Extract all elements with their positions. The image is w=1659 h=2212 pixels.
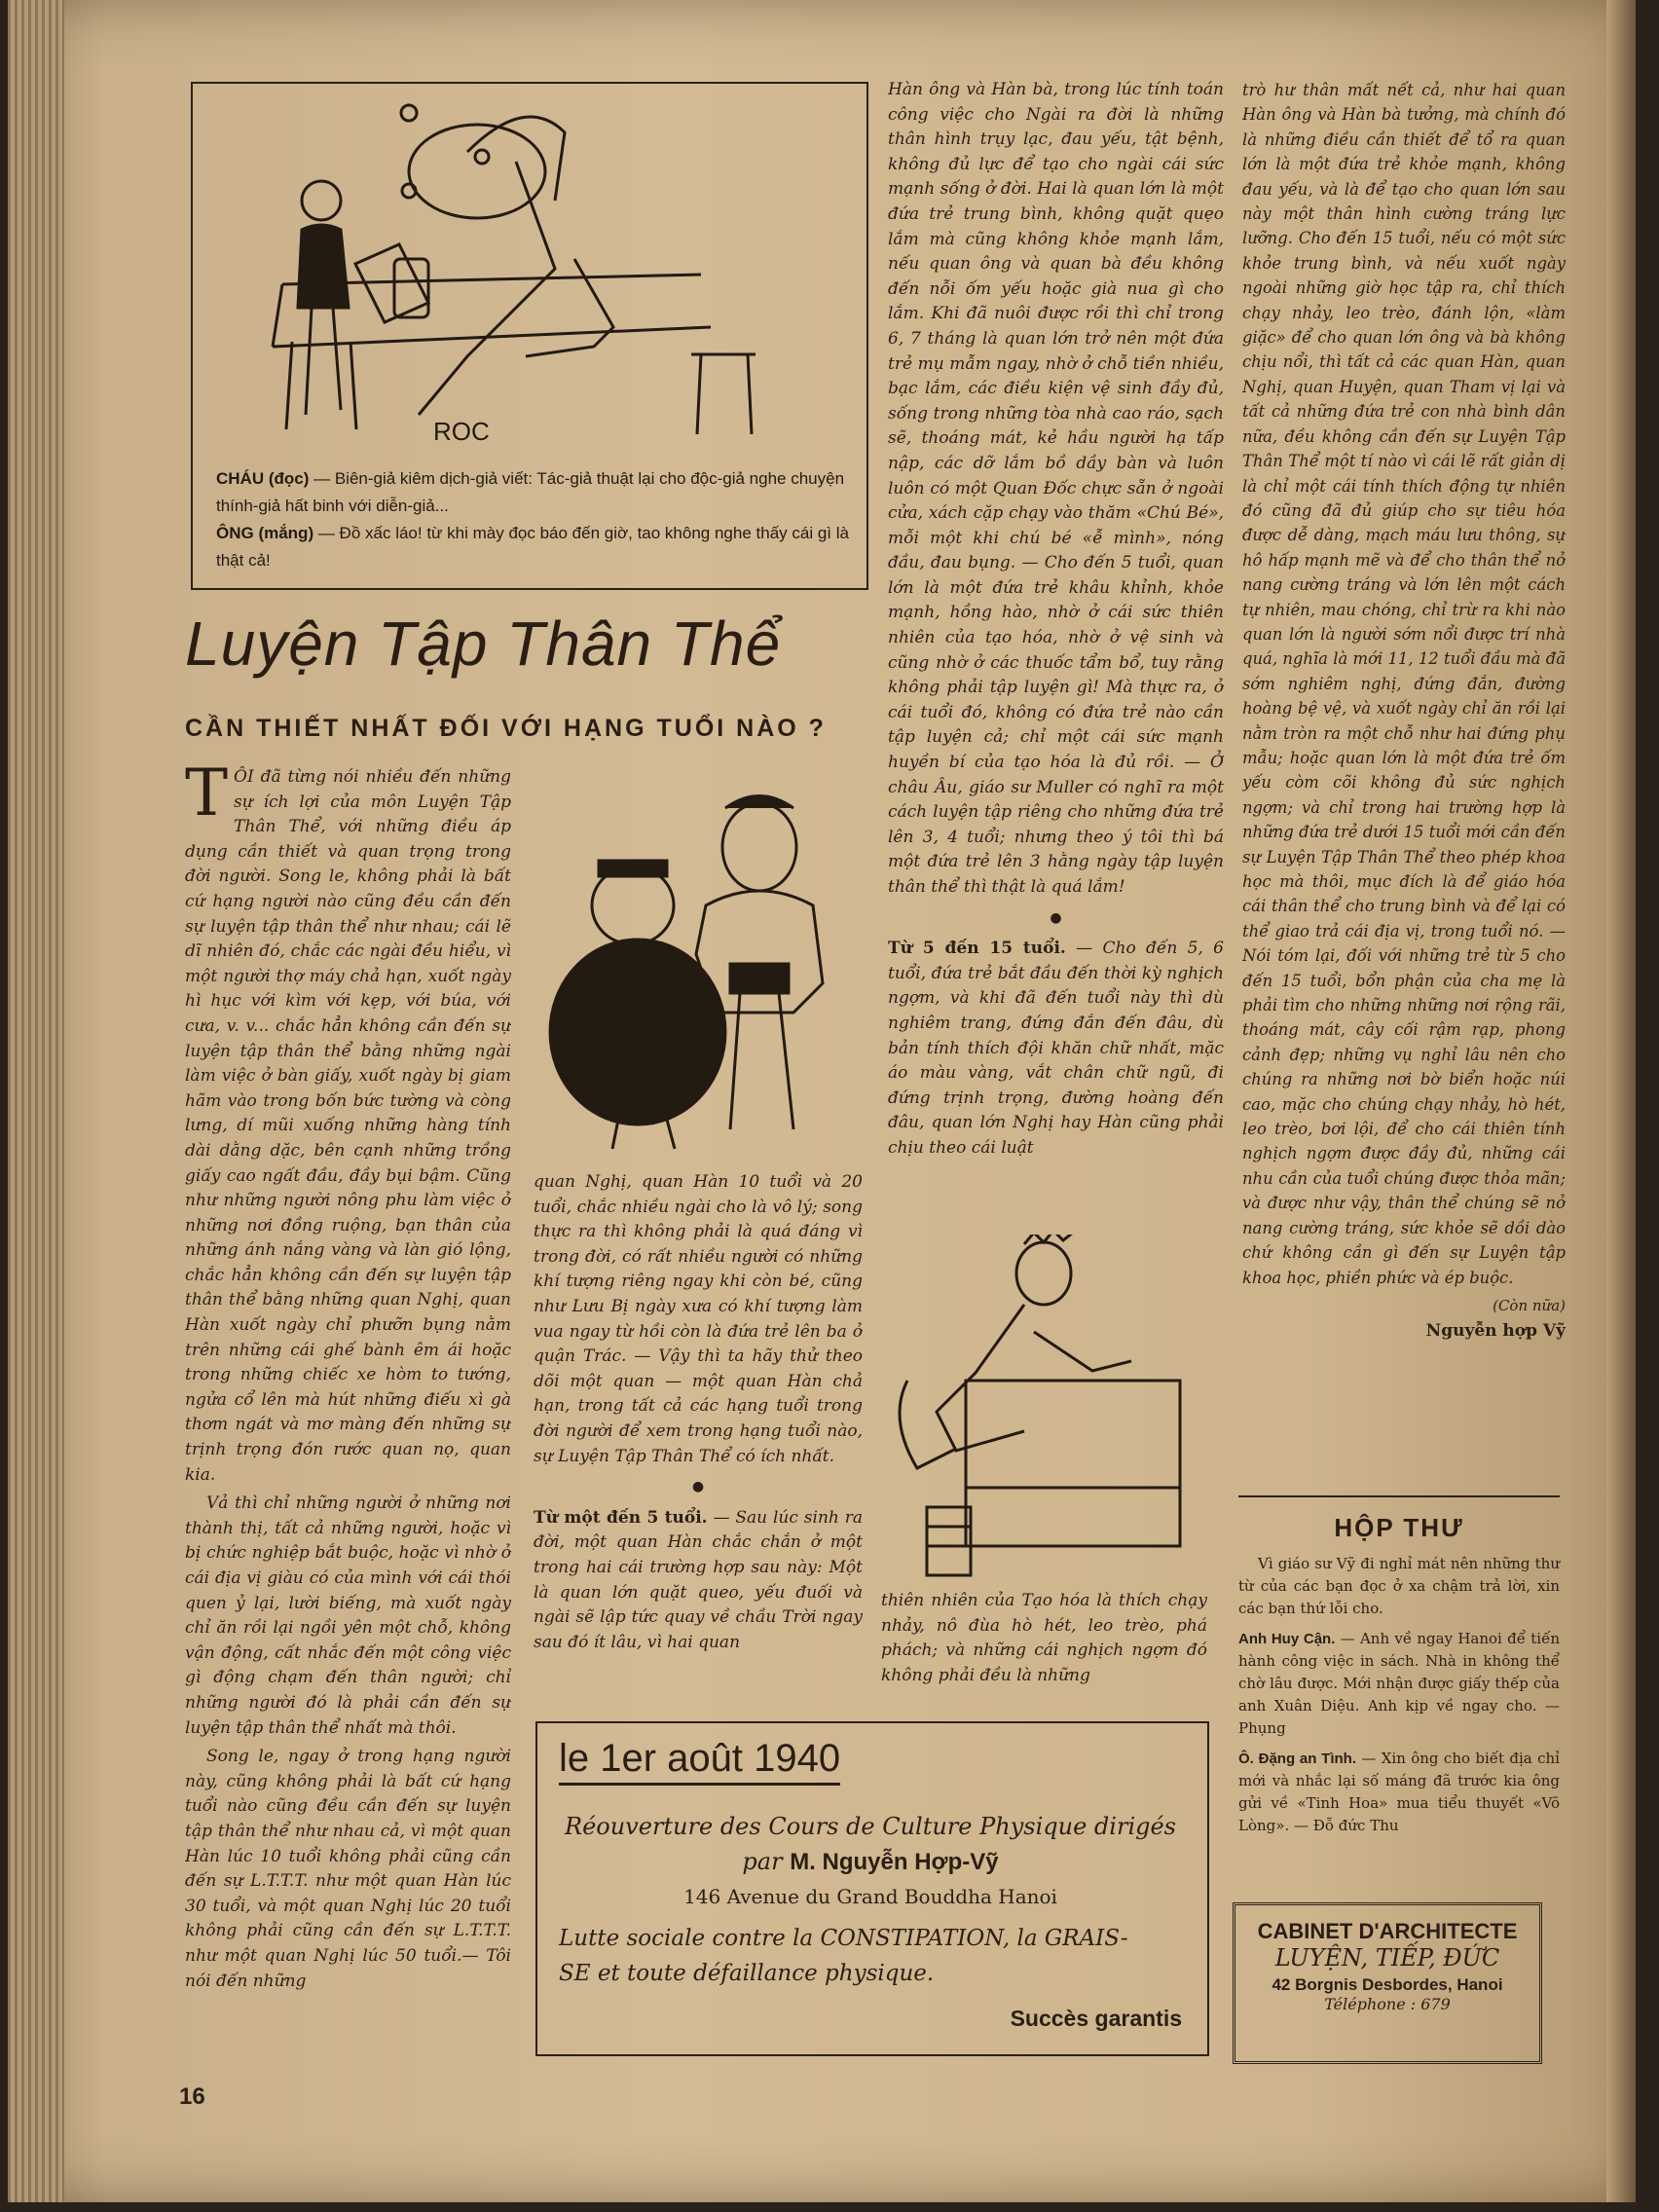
section-heading-1-5: Từ một đến 5 tuổi.: [534, 1507, 708, 1528]
section-divider: [1238, 1495, 1560, 1497]
ad-guarantee: Succès garantis: [1010, 2006, 1182, 2031]
caption-text-1: — Biên-giả kiêm dịch-giả viết: Tác-giả thuật lại cho độc-giả nghe chuyện thính-giả hất binh với diễn-giả...: [216, 469, 845, 515]
section-heading-5-15: Từ 5 đến 15 tuổi.: [888, 939, 1066, 959]
architect-telephone: Téléphone : 679: [1324, 1995, 1451, 2013]
architect-line-1: CABINET D'ARCHITECTE: [1257, 1919, 1518, 1943]
ad-line-2: [559, 1848, 1182, 1876]
caption-text-2: — Đồ xấc láo! từ khi mày đọc báo đến giờ, tao không nghe thấy cái gì là thật cả!: [216, 524, 849, 570]
ad-line-2-prefix: par: [742, 1848, 783, 1875]
advertisement-box: [535, 1721, 1209, 2056]
col1-paragraph-2: Vả thì chỉ những người ở những nơi thành thị, tất cả những người, hoặc vì bị chức nghiệp bắt buộc, hoặc vì nhờ ở cái địa vị giàu có của mình với cái thói quen ỷ lại, lười biếng, mà xuốt ngày chỉ ăn rồi lại ngồi yên một chỗ, không vận động, cất nhắc đến một công việc gì động chạm đến thân người; chỉ những người đó là phải cần đến sự luyện tập thân thể nhất mà thôi.: [185, 1493, 511, 1738]
section-bullet: ●: [691, 1479, 705, 1495]
architect-address: 42 Borgnis Desbordes, Hanoi: [1272, 1975, 1503, 1994]
mailbox-heading: HỘP THƯ: [1334, 1513, 1464, 1542]
col4-paragraph-1: trò hư thân mất nết cả, như hai quan Hàn ông và Hàn bà tưởng, mà chính đó là những điều cần thiết để tổ ra quan lớn là một đứa trẻ khỏe mạnh, không đau yếu, và là để tạo cho quan lớn sau này một thân hình cường tráng lực lưỡng. Cho đến 15 tuổi, nếu có một sức khỏe trung bình, và nếu xuốt ngày ngoài những giờ học tập ra, chỉ thích chạy nhảy, leo trèo, đánh lộn, «làm giặc» để cho quan lớn ông và bà không chịu nổi, thì tất cả các quan Hàn, quan Nghị, quan Huyện, quan Tham vị lại và tất cả những đứa trẻ con nhà bình dân nữa, đều không cần đến sự Luyện Tập Thân Thể một tí nào vì cái lẽ rất giản dị là chỉ một cái tính thích động tự nhiên đó cũng đã đủ giúp cho sự tiêu hóa được dễ dàng, mạch máu lưu thông, sự hô hấp mạnh mẽ và để cho thân thể nở nang cường tráng và lớn lên một cách tự nhiên, mau chóng, chỉ trừ ra khi nào quan lớn là người sớm nổi được trí nhà quá, nghĩa là mới 11, 12 tuổi đầu mà đã sớm nghiêm nghị, đứng đắn, đường hoàng bệ vệ, và xuốt ngày chỉ ăn rồi lại nằm tròn ra một chỗ như hai đứng phụ mẫu; hoặc quan lớn là một đứa trẻ ốm yếu còm cõi không đủ sức nghịch ngợm; và chỉ trong hai trường hợp là những đứa trẻ dưới 15 tuổi mới cần đến sự Luyện Tập Thân Thể theo phép khoa học mà thôi, mục đích là để giáo hóa cái thân thể cho trung bình và để lại có thể giao trả cái địa vị, trong tuổi nó. — Nói tóm lại, đối với những trẻ từ 5 cho đến 15 tuổi, bổn phận của cha mẹ là phải tìm cho những những nơi rộng rãi, thoáng mát, cây cối rậm rạp, phong cảnh đẹp; những vụ nghỉ lâu nên cho chúng ra những nơi bờ biển hoặc núi cao, mặc cho chúng chạy nhảy, hò hét, leo trèo, bơi lội, để cho cái thiên tính nghịch ngợm được đầy đủ, những cái nhu cần của tuổi chúng được thỏa mãn; và được như vậy, thân thể chúng sẽ nở nang cường tráng, sức khỏe sẽ dồi dào chứ không cần gì đến sự Luyện tập khoa học, phiền phức và ép buộc.: [1242, 81, 1566, 1287]
mailbox-recipient-2: Ô. Đặng an Tình.: [1238, 1751, 1356, 1767]
mailbox-item-1: [1238, 1628, 1560, 1740]
architect-line-2: LUYỆN, TIẾP, ĐỨC: [1274, 1944, 1500, 1972]
cartoon-illustration: [263, 93, 789, 463]
mailbox-section: [1238, 1513, 1560, 1837]
article-column-3-bottom: [881, 1589, 1207, 1696]
caption-line-1: [216, 465, 855, 520]
illustration-two-officials: [540, 779, 871, 1168]
to-be-continued: (Còn nữa): [1493, 1296, 1566, 1314]
ad-date: le 1er août 1940: [559, 1737, 840, 1786]
book-spine: [1606, 0, 1636, 2202]
page-number: 16: [179, 2083, 205, 2110]
col1-paragraph-1: ÔI đã từng nói nhiều đến những sự ích lợi của môn Luyện Tập Thân Thể, với những điều áp dụng cần thiết và quan trọng trong đời người. Song le, không phải là bất cứ hạng người nào cũng đều cần đến sự luyện tập thân thể như nhau; cái lẽ dĩ nhiên đó, chắc các ngài đều hiểu, vì một người thợ máy chả hạn, xuốt ngày hì hục với kìm với kẹp, với búa, với cưa, v. v... chắc hẳn không cần đến sự luyện tập thân thể bằng những ngài làm việc ở bàn giấy, xuốt ngày bị giam hãm vào trong bốn bức tường và còng lưng, dí mũi xuống những hàng tính dài dằng dặc, bên cạnh những trồng giấy cao ngất đầu, đầy bụi bậm. Cũng như những người nông phu làm việc ở những nơi đồng ruộng, bạn thân của những ánh nắng vàng và làn gió lộng, chắc hẳn không cần đến sự luyện tập thân thể bằng những quan Nghị, quan Hàn xuốt ngày chỉ phưỡn bụng nằm trên những cái ghế bành êm ái hoặc trong những chiếc xe hòm to tướng, ngửa cổ lên mà hút những điếu xì gà thơm ngát và mơ màng đến những sự trịnh trọng đón rước quan nọ, quan kia.: [185, 767, 511, 1485]
architect-advertisement: [1233, 1902, 1542, 2064]
author-signature: Nguyễn hợp Vỹ: [1425, 1320, 1566, 1341]
col3-paragraph-2: — Cho đến 5, 6 tuổi, đứa trẻ bắt đầu đến thời kỳ nghịch ngợm, và khi đã đến tuổi này thì dù nghiêm trang, đứng đắn đến đâu, dù bản tính thích đội khăn chữ nhất, mặc áo màu vàng, vắt chân chữ ngũ, đi đứng trịnh trọng, đường hoàng đến đâu, quan lớn Nghị hay Hàn cũng phải chịu theo cái luật: [888, 939, 1224, 1158]
article-subtitle: CẦN THIẾT NHẤT ĐỐI VỚI HẠNG TUỔI NÀO ?: [185, 715, 827, 742]
col3-paragraph-3: thiên nhiên của Tạo hóa là thích chạy nhảy, nô đùa hò hét, leo trèo, phá phách; và những cái nghịch ngợm đó không phải đều là những: [881, 1591, 1207, 1685]
col2-paragraph-2: — Sau lúc sinh ra đời, một quan Hàn chắc chắn ở một trong hai cái trường hợp sau này: Một là quan lớn quặt queo, yếu đuối và ngài sẽ lập tức quay về chầu Trời ngay sau đó ít lâu, vì hai quan: [534, 1507, 863, 1652]
ad-line-1: Réouverture des Cours de Culture Physique dirigés: [565, 1813, 1176, 1840]
ad-line-5: SE et toute défaillance physique.: [559, 1961, 935, 1986]
mailbox-message-1: — Anh về ngay Hanoi để tiến hành công việc in sách. Nhà in không thể chờ lâu được. Mới nhận được giấy thếp của anh Xuân Diệu. Anh kịp về ngay cho. — Phụng: [1238, 1630, 1560, 1737]
mailbox-item-2: [1238, 1748, 1560, 1837]
col2-paragraph-1: quan Nghị, quan Hàn 10 tuổi và 20 tuổi, chắc nhiều ngài cho là vô lý; song thực ra thì không phải là quá đáng vì trong đời, có rất nhiều người có những khí tượng riêng ngay khi còn bé, cũng như Lưu Bị ngày xưa có khí tượng làm vua ngay từ hồi còn là đứa trẻ lên ba ở quận Trác. — Vậy thì ta hãy thử theo dõi một quan — một quan Hàn chả hạn, trong tất cả các hạng tuổi trong đời người để xem trong hạng tuổi nào, sự Luyện Tập Thân Thể có ích nhất.: [534, 1172, 863, 1466]
col3-paragraph-1: Hàn ông và Hàn bà, trong lúc tính toán công việc cho Ngài ra đời là những thân hình trụy lạc, đau yếu, tật bệnh, không đủ lực để tạo cho ngài cái sức mạnh sống ở đời. Hai là quan lớn là một đứa trẻ trung bình, không quặt quẹo lắm mà cũng không khỏe mạnh lắm, nếu quan ông và quan bà đều không đến nỗi ốm yếu hoặc già nua gì cho lắm. Khi đã nuôi được rồi thì chỉ trong 6, 7 tháng là quan lớn trở nên một đứa trẻ mụ mẫm ngay, nhờ ở chỗ tiền nhiều, bạc lắm, các điều kiện vệ sinh đầy đủ, sống trong những tòa nhà cao ráo, sạch sẽ, thoáng mát, kẻ hầu người hạ tấp nập, các dỡ lắm bồ dầy bàn và luôn luôn có một Quan Đốc chực sẵn ở ngoài cửa, xách cặp chạy vào thăm «Chú Bé», mỗi một khi chú bé «ễ mình», nóng đầu, đau bụng. — Cho đến 5 tuổi, quan lớn là một đứa trẻ khâu khỉnh, khỏe mạnh, hồng hào, nhờ ở cái sức thiên nhiên của tạo hóa, nhờ ở vệ sinh và cũng nhờ ở các thuốc tẩm bổ, tuy rằng không phải tập luyện gì! Mà thực ra, ở cái tuổi đó, không có đứa trẻ nào cần tập luyện cả; chỉ một cái sức mạnh huyền bí của tạo hóa là đủ rồi. — Ở châu Âu, giáo sư Muller có nghĩ ra một cách luyện tập riêng cho những đứa trẻ lên 3, 4 tuổi; nhưng theo ý tôi thì bá một đứa trẻ lên 3 hằng ngày tập luyện thân thể thì thật là quá lắm!: [888, 80, 1224, 897]
col1-paragraph-3: Song le, ngay ở trong hạng người này, cũng không phải là bất cứ hạng tuổi nào cũng đều cần đến sự luyện tập thân thể như nhau cả, vì một quan Hàn lúc 10 tuổi không phải cũng cần đến sự L.T.T.T. như một quan Hàn lúc 30 tuổi, và một quan Nghị lúc 20 tuổi không phải cũng cần đến sự L.T.T.T. như một quan Nghị lúc 50 tuổi.— Tôi nói đến những: [185, 1747, 511, 1991]
caption-line-2: [216, 520, 855, 574]
ad-instructor-name: M. Nguyễn Hợp-Vỹ: [790, 1849, 999, 1875]
ad-line-4: Lutte sociale contre la CONSTIPATION, la GRAIS-: [559, 1926, 1128, 1951]
article-column-2: [534, 1170, 863, 1696]
illustration-man-at-desk: [888, 1235, 1219, 1585]
mailbox-recipient-1: Anh Huy Cận.: [1238, 1631, 1336, 1647]
cartoon-signature: ROC: [433, 417, 490, 446]
mailbox-message-2: — Xin ông cho biết địa chỉ mới và nhắc lại số máng đã trước kia ông gửi về «Tinh Hoa» mua tiểu thuyết «Võ Lòng». — Đỗ đức Thu: [1238, 1750, 1560, 1834]
mailbox-intro: Vì giáo sư Vỹ đi nghỉ mát nên những thư từ của các bạn đọc ở xa chậm trả lời, xin các bạn thứ lỗi cho.: [1238, 1555, 1560, 1617]
article-title: Luyện Tập Thân Thể: [185, 608, 782, 679]
drop-cap: T: [185, 765, 229, 830]
page-stack-edge: [8, 0, 64, 2202]
article-column-3: [888, 78, 1224, 1246]
article-column-1: [185, 765, 511, 2050]
ad-address: 146 Avenue du Grand Bouddha Hanoi: [683, 1885, 1057, 1908]
article-column-4: [1242, 78, 1566, 1490]
cartoon-caption: [216, 465, 855, 574]
section-bullet-2: ●: [1050, 909, 1062, 926]
caption-speaker-2: ÔNG (mắng): [216, 524, 314, 542]
caption-speaker-1: CHÁU (đọc): [216, 469, 310, 488]
